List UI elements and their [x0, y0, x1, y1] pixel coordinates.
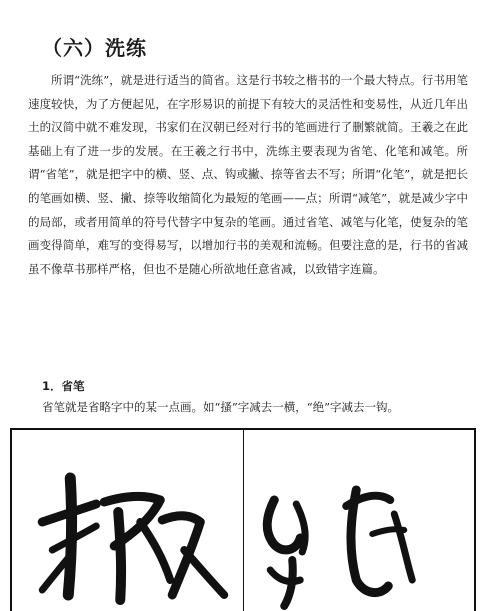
calligraphy-panels: [10, 428, 476, 611]
calligraphy-sao-glyph: [12, 430, 243, 611]
body-paragraph: 所谓“洗练”，就是进行适当的简省。这是行书较之楷书的一个最大特点。行书用笔速度较快，为了方便起见，在字形易识的前提下有较大的灵活性和变易性，从近几年出土的汉简中就不难发现，书家们在汉朝已经对行书的笔画进行了删繁就简。王羲之在此基础上有了进一步的发展。在王羲之行书中，洗练主要表现为省笔、化笔和减笔。所谓“省笔”，就是把字中的横、竖、点、钩或撇、捺等省去不写；所谓“化笔”，就是把长的笔画如横、竖、撇、捺等收缩简化为最短的笔画——点；所谓“减笔”，就是减少字中的局部，或者用简单的符号代替字中复杂的笔画。通过省笔、减笔与化笔，使复杂的笔画变得简单，难写的变得易写，以增加行书的美观和流畅。但要注意的是，行书的省减虽不像草书那样严格，但也不是随心所欲地任意省减，以致错字连篇。: [28, 73, 468, 276]
subsection-heading: 1．省笔: [42, 379, 85, 393]
calligraphy-jue-glyph: [244, 430, 475, 611]
subsection-text: 省笔就是省略字中的某一点画。如“搔”字减去一横，“绝”字减去一钩。: [42, 400, 400, 414]
calligraphy-panel-left: [12, 430, 243, 611]
section-title: （六）洗练: [42, 36, 147, 60]
calligraphy-panel-right: [243, 430, 475, 611]
